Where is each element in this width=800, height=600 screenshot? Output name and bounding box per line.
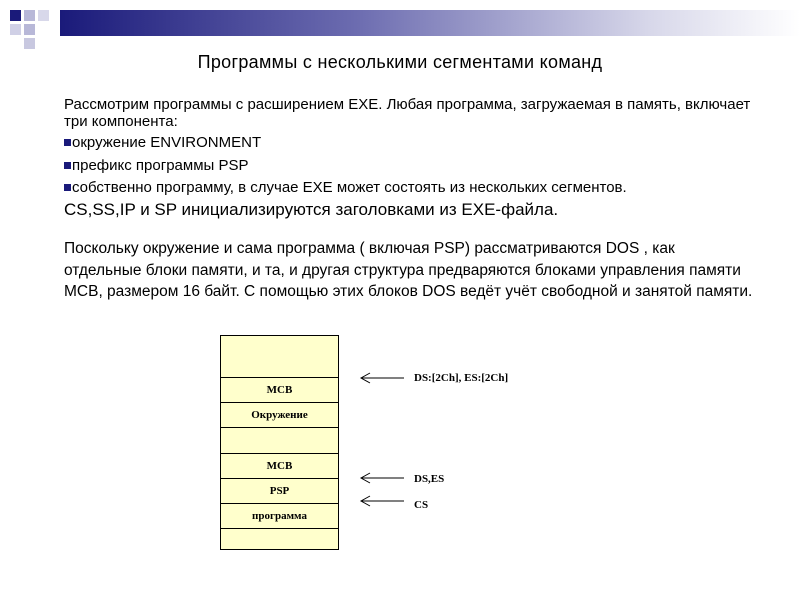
intro-text: Рассмотрим программы с расширением EXE. Любая программа, загружаемая в память, включает три компонента: [64,96,751,130]
pointer-label-dses: DS,ES [414,473,445,485]
bullet-text: окружение ENVIRONMENT [72,134,262,151]
bullet-text: префикс программы PSP [72,157,249,174]
bullet-text: собственно программу, в случае EXE может состоять из нескольких сегментов. [72,179,627,196]
memory-block-mcb: MCB [220,377,339,403]
slide-title: Программы с несколькими сегментами команд [197,52,603,72]
pointer-label-env: DS:[2Ch], ES:[2Ch] [414,372,509,384]
memory-block-environment: Окружение [220,402,339,428]
memory-block-psp: PSP [220,478,339,504]
pointer-label-cs: CS [414,499,429,511]
mcb-paragraph: Поскольку окружение и сама программа ( включая PSP) рассматриваются DOS , как отдельные блоки памяти, и та, и другая структура предваряются блоками управления памяти MCB, размером 16 байт. С помощью этих блоков DOS ведёт учёт свободной и занятой памяти. [64,240,753,300]
registers-init-text: CS,SS,IP и SP инициализируются заголовками из EXE-файла. [64,200,559,219]
memory-block-program: программа [220,503,339,529]
memory-block-mcb: MCB [220,453,339,479]
